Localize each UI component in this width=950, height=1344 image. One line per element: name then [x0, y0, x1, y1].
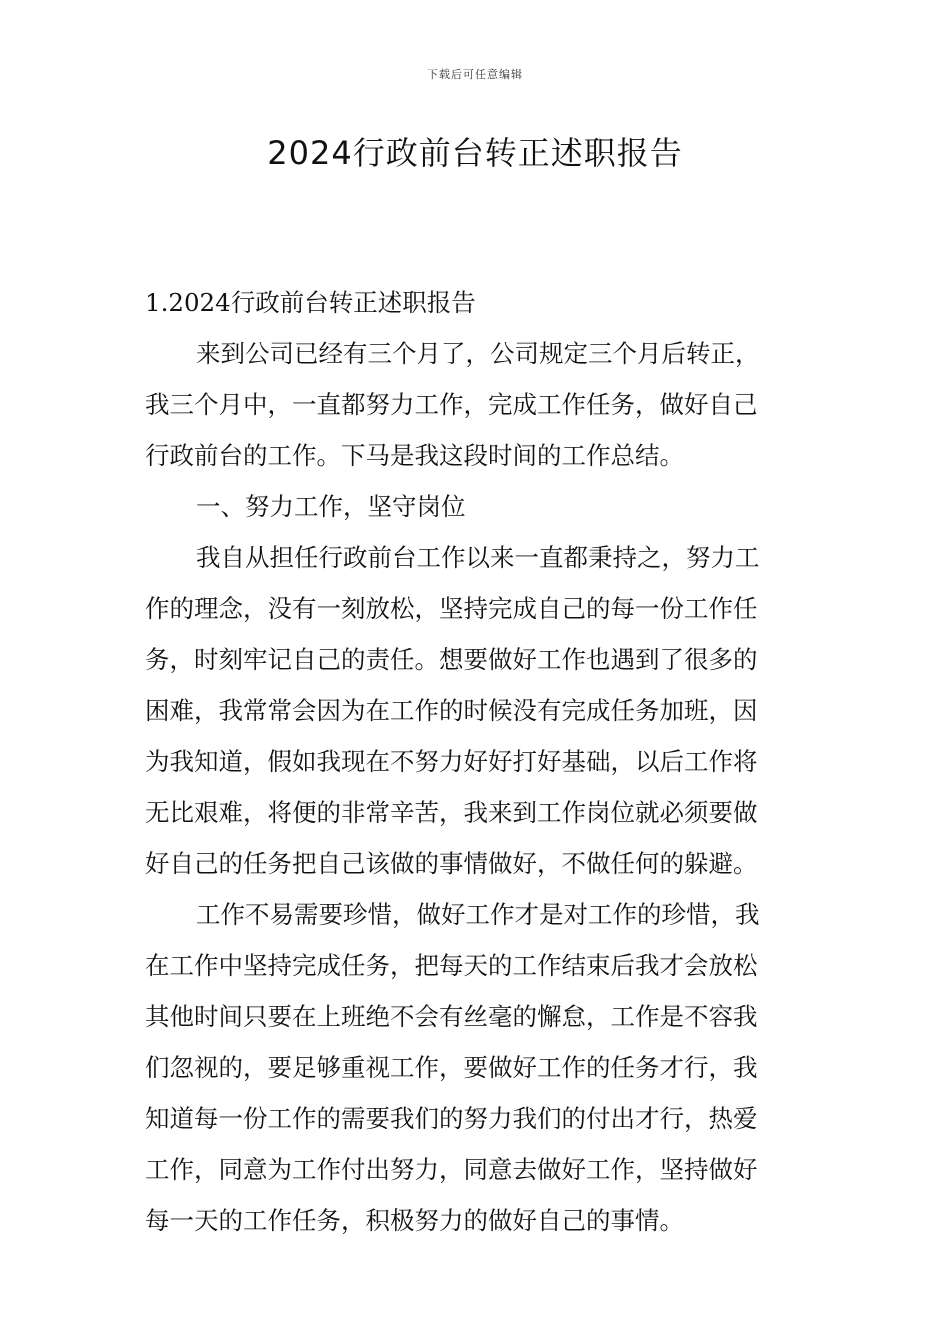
paragraph-dedication [145, 532, 807, 889]
paragraph-line: 来到公司已经有三个月了，公司规定三个月后转正， [196, 339, 760, 368]
paragraph-cherish-work [145, 889, 807, 1246]
paragraph-line: 务，时刻牢记自己的责任。想要做好工作也遇到了很多的 [145, 645, 758, 674]
paragraph-line: 其他时间只要在上班绝不会有丝毫的懈怠，工作是不容我 [145, 1002, 758, 1031]
paragraph-line: 我三个月中，一直都努力工作，完成工作任务，做好自己 [145, 390, 758, 419]
paragraph-line: 好自己的任务把自己该做的事情做好，不做任何的躲避。 [145, 849, 758, 878]
paragraph-line: 我自从担任行政前台工作以来一直都秉持之，努力工 [196, 543, 760, 572]
paragraph-line: 为我知道，假如我现在不努力好好打好基础，以后工作将 [145, 747, 758, 776]
paragraph-line: 困难，我常常会因为在工作的时候没有完成任务加班，因 [145, 696, 758, 725]
paragraph-line: 作的理念，没有一刻放松，坚持完成自己的每一份工作任 [145, 594, 758, 623]
paragraph-line: 在工作中坚持完成任务，把每天的工作结束后我才会放松 [145, 951, 758, 980]
paragraph-intro [145, 328, 807, 481]
document-title: 2024行政前台转正述职报告 [267, 134, 683, 172]
paragraph-line: 行政前台的工作。下马是我这段时间的工作总结。 [145, 441, 684, 470]
subheading-line: 一、努力工作，坚守岗位 [196, 492, 466, 521]
paragraph-line: 工作不易需要珍惜，做好工作才是对工作的珍惜，我 [196, 900, 760, 929]
header-note: 下载后可任意编辑 [427, 68, 523, 81]
paragraph-line: 工作，同意为工作付出努力，同意去做好工作，坚持做好 [145, 1155, 758, 1184]
paragraph-line: 知道每一份工作的需要我们的努力我们的付出才行，热爱 [145, 1104, 758, 1133]
paragraph-line: 每一天的工作任务，积极努力的做好自己的事情。 [145, 1206, 684, 1235]
subheading-work-hard [145, 481, 807, 532]
document-body [145, 277, 807, 1246]
paragraph-line: 们忽视的，要足够重视工作，要做好工作的任务才行，我 [145, 1053, 758, 1082]
section-heading: 1.2024行政前台转正述职报告 [145, 288, 476, 317]
paragraph-line: 无比艰难，将便的非常辛苦，我来到工作岗位就必须要做 [145, 798, 758, 827]
